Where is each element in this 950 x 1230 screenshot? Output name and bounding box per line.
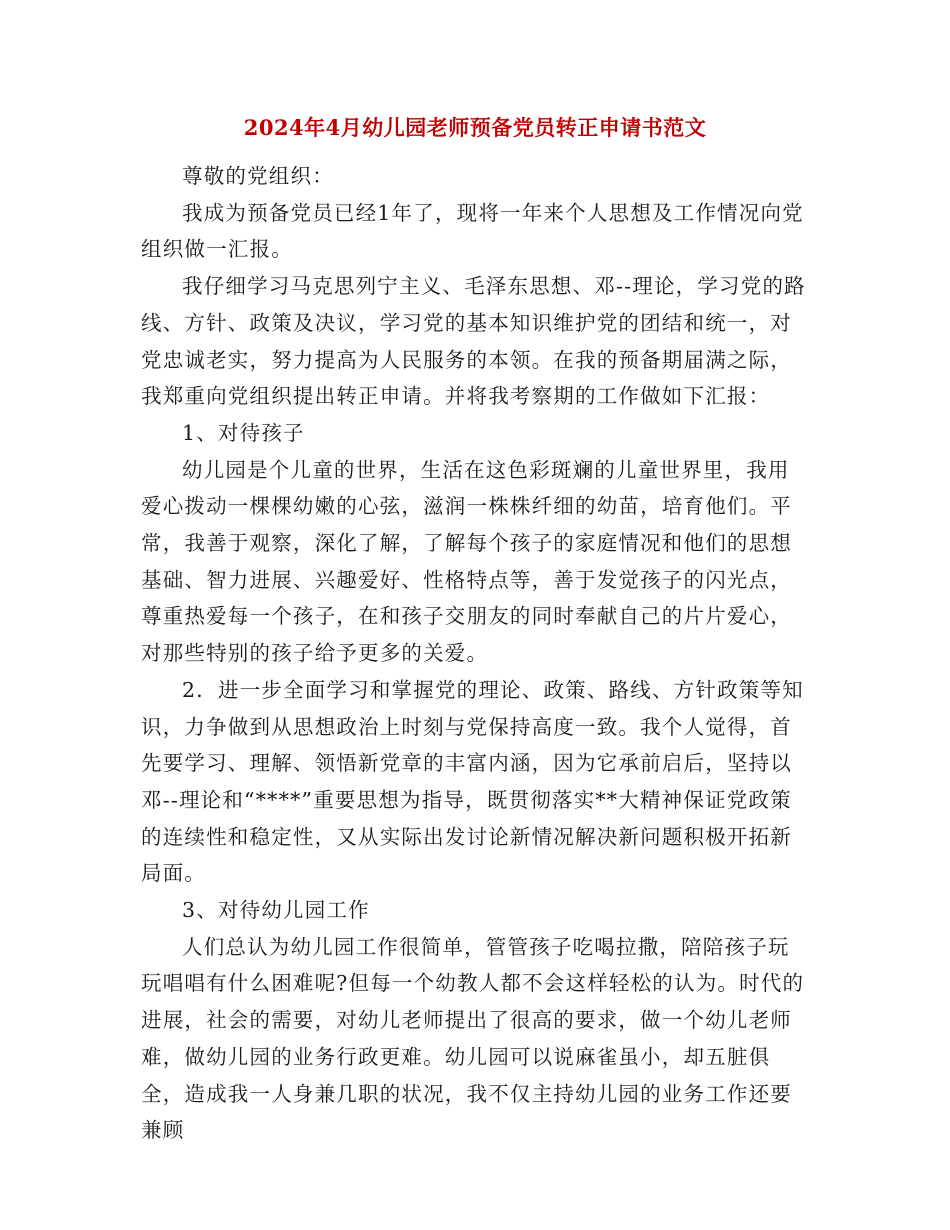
paragraph: 人们总认为幼儿园工作很简单，管管孩子吃喝拉撒，陪陪孩子玩玩唱唱有什么困难呢?但每一个幼教人都不会这样轻松的认为。时代的进展，社会的需要，对幼儿老师提出了很高的要求，做一个幼儿老师难，做幼儿园的业务行政更难。幼儿园可以说麻雀虽小，却五脏俱全，造成我一人身兼几职的状况，我不仅主持幼儿园的业务工作还要兼顾	[141, 934, 805, 1143]
section-heading: 3、对待幼儿园工作	[182, 898, 370, 923]
document-title: 2024年4月幼儿园老师预备党员转正申请书范文	[243, 115, 707, 140]
salutation: 尊敬的党组织：	[182, 164, 334, 188]
document-body	[141, 158, 811, 1149]
paragraph: 我成为预备党员已经1年了，现将一年来个人思想及工作情况向党组织做一汇报。	[141, 200, 804, 262]
paragraph: 幼儿园是个儿童的世界，生活在这色彩斑斓的儿童世界里，我用爱心拨动一棵棵幼嫩的心弦，滋润一株株纤细的幼苗，培育他们。平常，我善于观察，深化了解，了解每个孩子的家庭情况和他们的思想基础、智力进展、兴趣爱好、性格特点等，善于发觉孩子的闪光点，尊重热爱每一个孩子，在和孩子交朋友的同时奉献自己的片片爱心，对那些特别的孩子给予更多的关爱。	[141, 457, 792, 666]
section-heading: 1、对待孩子	[182, 420, 305, 445]
paragraph: 2．进一步全面学习和掌握党的理论、政策、路线、方针政策等知识，力争做到从思想政治上时刻与党保持高度一致。我个人觉得，首先要学习、理解、领悟新党章的丰富内涵，因为它承前启后，坚持以邓--理论和“****”重要思想为指导，既贯彻落实**大精神保证党政策的连续性和稳定性，又从实际出发讨论新情况解决新问题积极开拓新局面。	[141, 677, 804, 886]
paragraph: 我仔细学习马克思列宁主义、毛泽东思想、邓--理论，学习党的路线、方针、政策及决议，学习党的基本知识维护党的团结和统一，对党忠诚老实，努力提高为人民服务的本领。在我的预备期届满之际，我郑重向党组织提出转正申请。并将我考察期的工作做如下汇报：	[141, 274, 806, 409]
